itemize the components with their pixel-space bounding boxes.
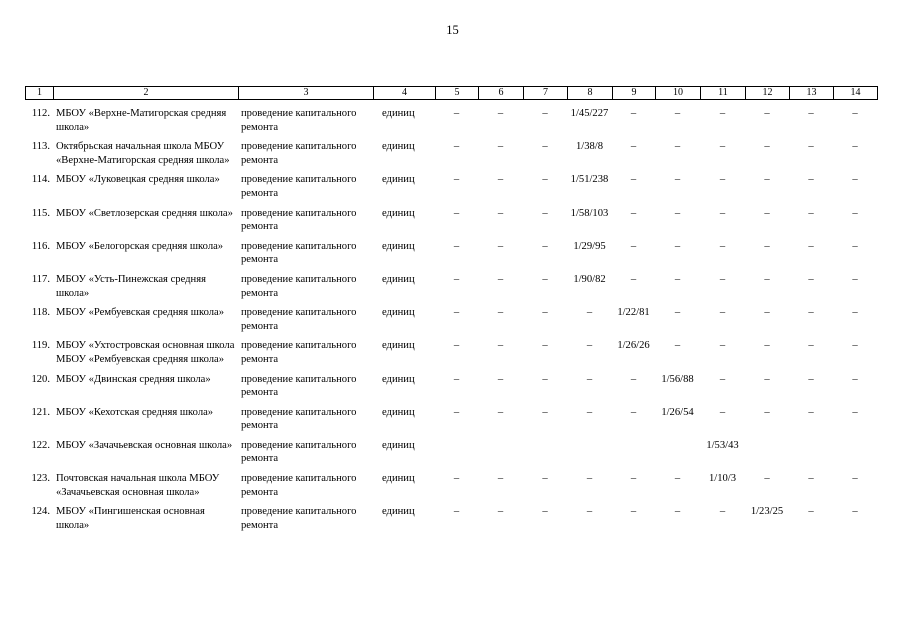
- value-cell: 1/58/103: [570, 207, 609, 219]
- school-name: МБОУ «Рембуевская средняя школа»: [56, 307, 225, 319]
- value-cell: –: [852, 473, 858, 485]
- header-cell: 7: [524, 87, 568, 100]
- value-cell: –: [719, 340, 726, 352]
- value-cell: –: [453, 340, 460, 352]
- work-type: проведение капитального ремонта: [241, 207, 357, 233]
- school-name: МБОУ «Двинская средняя школа»: [56, 373, 211, 385]
- unit-label: единиц: [382, 207, 415, 219]
- value-cell: –: [542, 307, 548, 319]
- value-cell: [655, 436, 700, 469]
- value-cell: –: [719, 108, 726, 119]
- table-row: [25, 104, 877, 137]
- value-cell: –: [719, 506, 726, 518]
- header-cell: 5: [436, 87, 479, 100]
- value-cell: –: [586, 473, 593, 485]
- school-name: МБОУ «Белогорская средняя школа»: [56, 240, 224, 252]
- value-cell: [478, 436, 523, 469]
- school-name: МБОУ «Кехотская средняя школа»: [56, 406, 214, 418]
- value-cell: [833, 436, 877, 469]
- table-row: [25, 137, 877, 170]
- value-cell: –: [453, 108, 460, 119]
- value-cell: –: [453, 207, 460, 219]
- value-cell: 1/22/81: [617, 307, 650, 319]
- unit-label: единиц: [382, 273, 415, 285]
- value-cell: –: [542, 473, 548, 485]
- value-cell: –: [630, 406, 637, 418]
- header-cell: 10: [656, 87, 701, 100]
- unit-label: единиц: [382, 240, 415, 252]
- value-cell: –: [542, 506, 548, 518]
- value-cell: –: [542, 273, 548, 285]
- header-cell: 6: [479, 87, 524, 100]
- value-cell: –: [852, 273, 858, 285]
- value-cell: –: [674, 307, 681, 319]
- value-cell: –: [719, 174, 726, 186]
- unit-label: единиц: [382, 141, 415, 153]
- school-name: Октябрьская начальная школа МБОУ «Верхне-Матигорская средняя школа»: [56, 141, 230, 166]
- value-cell: –: [542, 141, 548, 153]
- table-row: [25, 303, 877, 336]
- value-cell: –: [542, 174, 548, 186]
- value-cell: –: [630, 373, 637, 385]
- value-cell: 1/29/95: [573, 240, 606, 252]
- value-cell: –: [852, 240, 858, 252]
- value-cell: –: [852, 174, 858, 186]
- value-cell: –: [764, 207, 770, 219]
- value-cell: –: [453, 240, 460, 252]
- value-cell: –: [808, 207, 814, 219]
- value-cell: 1/23/25: [750, 506, 784, 518]
- school-name: МБОУ «Луковецкая средняя школа»: [56, 174, 220, 186]
- value-cell: –: [497, 108, 504, 119]
- header-cell: 12: [746, 87, 790, 100]
- value-cell: 1/26/26: [617, 340, 650, 352]
- value-cell: –: [497, 340, 504, 352]
- work-type: проведение капитального ремонта: [241, 240, 357, 266]
- value-cell: –: [630, 506, 637, 518]
- value-cell: –: [852, 207, 858, 219]
- header-cell: 3: [239, 87, 374, 100]
- value-cell: –: [674, 207, 681, 219]
- work-type: проведение капитального ремонта: [241, 141, 357, 166]
- value-cell: 1/56/88: [661, 373, 694, 385]
- value-cell: –: [586, 307, 593, 319]
- table-row: [25, 170, 877, 203]
- value-cell: 1/51/238: [570, 174, 609, 186]
- row-number: 120.: [31, 373, 50, 385]
- value-cell: –: [497, 473, 504, 485]
- value-cell: –: [719, 273, 726, 285]
- school-name: МБОУ «Зачачьевская основная школа»: [56, 439, 233, 451]
- row-number: 122.: [31, 439, 50, 451]
- value-cell: –: [808, 273, 814, 285]
- unit-label: единиц: [382, 373, 415, 385]
- row-number: 117.: [31, 273, 50, 285]
- work-type: проведение капитального ремонта: [241, 506, 357, 531]
- value-cell: 1/45/227: [570, 108, 609, 119]
- value-cell: –: [674, 273, 681, 285]
- value-cell: –: [852, 340, 858, 352]
- unit-label: единиц: [382, 340, 415, 352]
- value-cell: –: [808, 373, 814, 385]
- value-cell: 1/38/8: [575, 141, 604, 153]
- value-cell: 1/26/54: [661, 406, 694, 418]
- row-number: 115.: [31, 207, 50, 219]
- row-number: 114.: [31, 174, 50, 186]
- value-cell: –: [674, 506, 681, 518]
- value-cell: –: [719, 406, 726, 418]
- value-cell: –: [542, 207, 548, 219]
- value-cell: –: [497, 273, 504, 285]
- work-type: проведение капитального ремонта: [241, 273, 357, 299]
- value-cell: –: [764, 141, 770, 153]
- value-cell: –: [542, 373, 548, 385]
- value-cell: –: [453, 174, 460, 186]
- unit-label: единиц: [382, 108, 415, 119]
- header-cell: 14: [834, 87, 878, 100]
- header-cell: 9: [613, 87, 656, 100]
- value-cell: –: [542, 406, 548, 418]
- value-cell: –: [852, 506, 858, 518]
- value-cell: –: [852, 141, 858, 153]
- table-row: [25, 270, 877, 303]
- value-cell: –: [497, 240, 504, 252]
- value-cell: 1/90/82: [573, 273, 606, 285]
- value-cell: –: [630, 141, 637, 153]
- value-cell: –: [630, 207, 637, 219]
- value-cell: [789, 436, 833, 469]
- school-name: МБОУ «Верхне-Матигорская средняя школа»: [56, 108, 227, 133]
- value-cell: –: [630, 240, 637, 252]
- row-number: 123.: [31, 473, 50, 485]
- row-number: 119.: [31, 340, 50, 352]
- value-cell: –: [719, 141, 726, 153]
- value-cell: –: [852, 307, 858, 319]
- value-cell: –: [453, 473, 460, 485]
- school-name: МБОУ «Усть-Пинежская средняя школа»: [56, 273, 206, 299]
- unit-label: единиц: [382, 174, 415, 186]
- row-number: 116.: [31, 240, 50, 252]
- value-cell: –: [764, 406, 770, 418]
- value-cell: –: [497, 174, 504, 186]
- work-type: проведение капитального ремонта: [241, 406, 357, 432]
- value-cell: –: [764, 174, 770, 186]
- value-cell: –: [453, 406, 460, 418]
- unit-label: единиц: [382, 473, 415, 485]
- value-cell: –: [719, 307, 726, 319]
- value-cell: –: [497, 506, 504, 518]
- table-body: [25, 104, 877, 535]
- table-row: [25, 336, 877, 369]
- page-number: 15: [446, 23, 459, 37]
- value-cell: –: [808, 307, 814, 319]
- row-number: 113.: [31, 141, 50, 153]
- value-cell: –: [808, 240, 814, 252]
- value-cell: –: [586, 406, 593, 418]
- value-cell: –: [852, 373, 858, 385]
- value-cell: –: [764, 340, 770, 352]
- header-cell: 1: [26, 87, 54, 100]
- table-row: [25, 403, 877, 436]
- value-cell: –: [764, 240, 770, 252]
- value-cell: –: [453, 307, 460, 319]
- value-cell: –: [453, 273, 460, 285]
- school-name: МБОУ «Ухтостровская основная школа МБОУ «Рембуевская средняя школа»: [56, 340, 235, 365]
- table-row: [25, 237, 877, 270]
- value-cell: –: [674, 340, 681, 352]
- school-name: МБОУ «Светлозерская средняя школа»: [56, 207, 233, 219]
- work-type: проведение капитального ремонта: [241, 307, 357, 332]
- value-cell: –: [630, 108, 637, 119]
- unit-label: единиц: [382, 307, 415, 319]
- row-number: 121.: [31, 406, 50, 418]
- header-cell: 13: [790, 87, 834, 100]
- header-cell: 4: [374, 87, 436, 100]
- value-cell: –: [808, 340, 814, 352]
- value-cell: –: [674, 473, 681, 485]
- work-type: проведение капитального ремонта: [241, 473, 357, 498]
- value-cell: –: [453, 373, 460, 385]
- header-cell: 2: [54, 87, 239, 100]
- value-cell: [745, 436, 789, 469]
- value-cell: –: [764, 108, 770, 119]
- value-cell: –: [453, 141, 460, 153]
- work-type: проведение капитального ремонта: [241, 174, 357, 199]
- value-cell: –: [497, 307, 504, 319]
- schools-table: [25, 104, 877, 535]
- school-name: МБОУ «Пингишенская основная школа»: [56, 506, 205, 531]
- value-cell: –: [764, 307, 770, 319]
- work-type: проведение капитального ремонта: [241, 108, 357, 133]
- table-row: [25, 469, 877, 502]
- value-cell: –: [586, 506, 593, 518]
- value-cell: –: [586, 340, 593, 352]
- unit-label: единиц: [382, 439, 415, 451]
- value-cell: –: [497, 373, 504, 385]
- table-row: [25, 502, 877, 535]
- value-cell: –: [453, 506, 460, 518]
- value-cell: –: [719, 240, 726, 252]
- value-cell: –: [674, 141, 681, 153]
- unit-label: единиц: [382, 406, 415, 418]
- value-cell: –: [674, 108, 681, 119]
- table-row: [25, 436, 877, 469]
- value-cell: –: [764, 273, 770, 285]
- work-type: проведение капитального ремонта: [241, 373, 357, 399]
- value-cell: –: [497, 406, 504, 418]
- value-cell: –: [674, 174, 681, 186]
- value-cell: –: [764, 473, 770, 485]
- value-cell: –: [808, 141, 814, 153]
- value-cell: –: [852, 108, 858, 119]
- value-cell: –: [674, 240, 681, 252]
- value-cell: –: [808, 506, 814, 518]
- value-cell: –: [542, 108, 548, 119]
- row-number: 118.: [31, 307, 50, 319]
- header-cell: 11: [701, 87, 746, 100]
- table-row: [25, 370, 877, 403]
- value-cell: –: [808, 473, 814, 485]
- value-cell: –: [497, 141, 504, 153]
- value-cell: [523, 436, 567, 469]
- column-number-header: [25, 86, 878, 100]
- value-cell: 1/53/43: [706, 439, 739, 451]
- header-row: [26, 87, 878, 100]
- unit-label: единиц: [382, 506, 415, 518]
- value-cell: –: [630, 174, 637, 186]
- school-name: Почтовская начальная школа МБОУ «Зачачьевская основная школа»: [56, 473, 220, 498]
- value-cell: –: [630, 473, 637, 485]
- value-cell: –: [808, 406, 814, 418]
- value-cell: –: [719, 373, 726, 385]
- value-cell: 1/10/3: [708, 473, 737, 485]
- work-type: проведение капитального ремонта: [241, 340, 357, 365]
- row-number: 124.: [31, 506, 50, 518]
- value-cell: –: [542, 340, 548, 352]
- value-cell: [567, 436, 612, 469]
- value-cell: –: [719, 207, 726, 219]
- value-cell: –: [630, 273, 637, 285]
- value-cell: –: [542, 240, 548, 252]
- value-cell: –: [852, 406, 858, 418]
- value-cell: –: [808, 108, 814, 119]
- value-cell: –: [497, 207, 504, 219]
- value-cell: [435, 436, 478, 469]
- row-number: 112.: [31, 108, 50, 119]
- value-cell: [612, 436, 655, 469]
- header-cell: 8: [568, 87, 613, 100]
- table-row: [25, 204, 877, 237]
- value-cell: –: [764, 373, 770, 385]
- work-type: проведение капитального ремонта: [241, 439, 357, 465]
- value-cell: –: [586, 373, 593, 385]
- value-cell: –: [808, 174, 814, 186]
